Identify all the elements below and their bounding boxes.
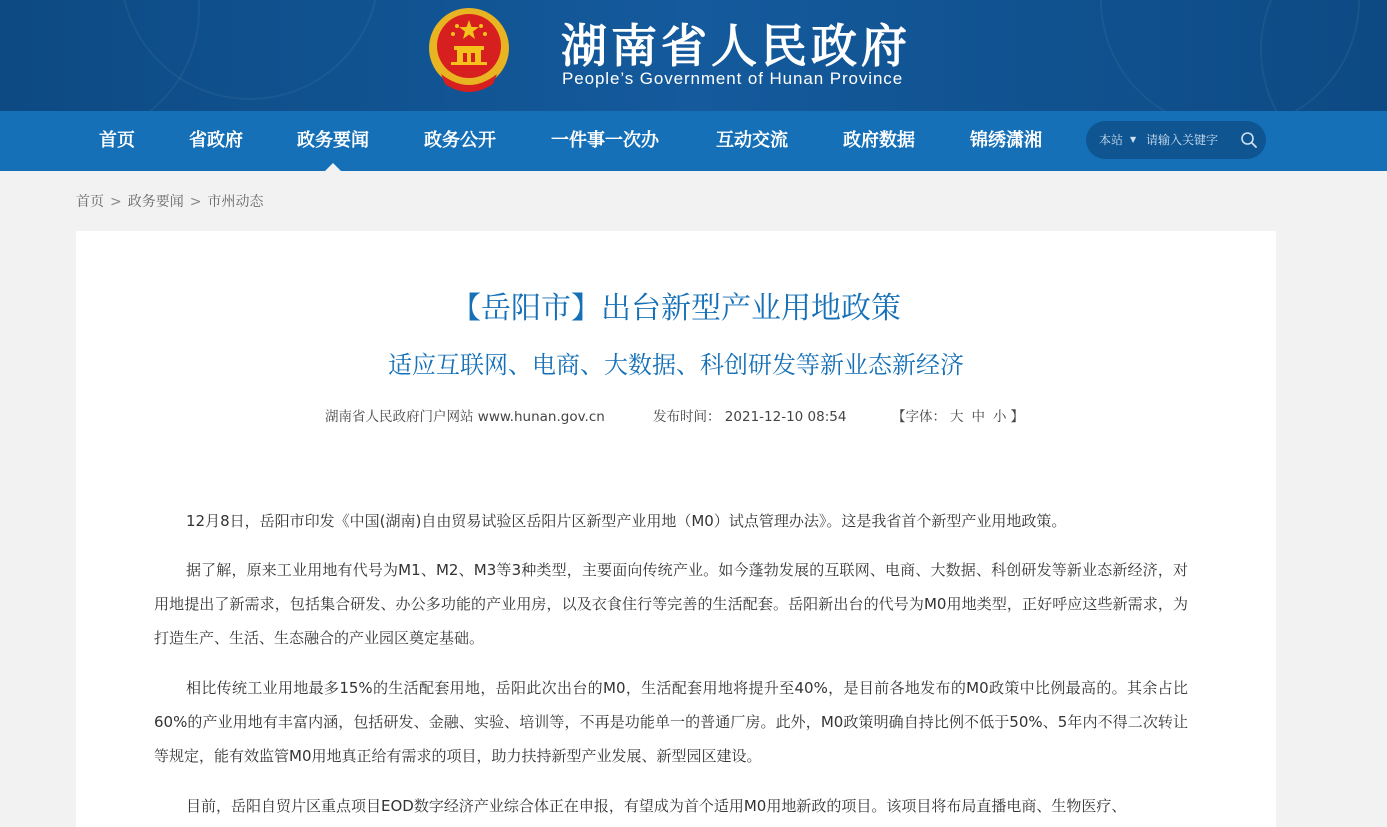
article-title: 【岳阳市】出台新型产业用地政策 xyxy=(451,291,901,326)
font-size-close: 】 xyxy=(1010,409,1024,425)
site-title-cn[interactable]: 湖南省人民政府 xyxy=(561,19,911,73)
breadcrumb-news[interactable]: 政务要闻 xyxy=(127,194,184,210)
breadcrumb-separator: > xyxy=(110,194,122,210)
nav-item-government-affairs[interactable]: 政务公开 xyxy=(424,130,496,151)
publish-time-value: 2021-12-10 08:54 xyxy=(724,409,847,425)
search-icon[interactable] xyxy=(1240,131,1258,149)
publish-label: 发布时间： xyxy=(653,409,721,425)
site-title-en: People’s Government of Hunan Province xyxy=(562,69,904,88)
decorative-pattern xyxy=(1260,0,1387,111)
nav-item-interaction[interactable]: 互动交流 xyxy=(716,130,788,151)
font-size-small-button[interactable]: 小 xyxy=(993,409,1007,425)
caret-down-icon[interactable]: ▼ xyxy=(1130,135,1137,144)
nav-item-hunan-scenery[interactable]: 锦绣潇湘 xyxy=(970,130,1042,151)
article-paragraph: 12月8日，岳阳市印发《中国(湖南)自由贸易试验区岳阳片区新型产业用地（M0）试点管理办法》。这是我省首个新型产业用地政策。 xyxy=(186,512,1067,530)
breadcrumb-city-news[interactable]: 市州动态 xyxy=(207,194,264,210)
font-size-label: 【字体： xyxy=(892,409,946,425)
search-scope-select[interactable]: 本站 xyxy=(1099,133,1124,147)
nav-item-news[interactable]: 政务要闻 xyxy=(297,111,369,171)
search-box xyxy=(1086,121,1266,159)
article-paragraph: 据了解，原来工业用地有代号为M1、M2、M3等3种类型，主要面向传统产业。如今蓬勃发展的互联网、电商、大数据、科创研发等新业态新经济，对用地提出了新需求，包括集合研发、办公多功能的产业用房，以及衣食住行等完善的生活配套。岳阳新出台的代号为M0用地类型，正好呼应这些新需求，为打造生产、生活、生态融合的产业园区奠定基础。 xyxy=(154,561,1188,647)
article-paragraph: 目前，岳阳自贸片区重点项目EOD数字经济产业综合体正在申报，有望成为首个适用M0用地新政的项目。该项目将布局直播电商、生物医疗、 xyxy=(186,797,1127,815)
font-size-large-button[interactable]: 大 xyxy=(950,409,964,425)
nav-item-one-stop-service[interactable]: 一件事一次办 xyxy=(551,130,659,151)
site-header xyxy=(0,0,1387,111)
font-size-selector xyxy=(892,405,1024,425)
article-publish-time xyxy=(653,405,846,425)
nav-item-provincial-government[interactable]: 省政府 xyxy=(189,130,243,151)
nav-item-government-data[interactable]: 政府数据 xyxy=(843,130,915,151)
article-paragraph: 相比传统工业用地最多15%的生活配套用地，岳阳此次出台的M0，生活配套用地将提升至40%，是目前各地发布的M0政策中比例最高的。其余占比60%的产业用地有丰富内涵，包括研发、金融、实验、培训等，不再是功能单一的普通厂房。此外，M0政策明确自持比例不低于50%、5年内不得二次转让等规定，能有效监管M0用地真正给有需求的项目，助力扶持新型产业发展、新型园区建设。 xyxy=(154,679,1188,765)
article-card xyxy=(76,231,1276,827)
breadcrumb-home[interactable]: 首页 xyxy=(76,194,104,210)
search-input[interactable] xyxy=(1146,130,1238,150)
nav-item-home[interactable]: 首页 xyxy=(99,130,135,151)
article-source: 湖南省人民政府门户网站 www.hunan.gov.cn xyxy=(325,409,605,425)
breadcrumb xyxy=(76,191,263,211)
article-subtitle: 适应互联网、电商、大数据、科创研发等新业态新经济 xyxy=(388,351,964,379)
national-emblem-icon[interactable] xyxy=(427,4,511,96)
font-size-medium-button[interactable]: 中 xyxy=(971,409,985,425)
breadcrumb-separator: > xyxy=(189,194,202,210)
